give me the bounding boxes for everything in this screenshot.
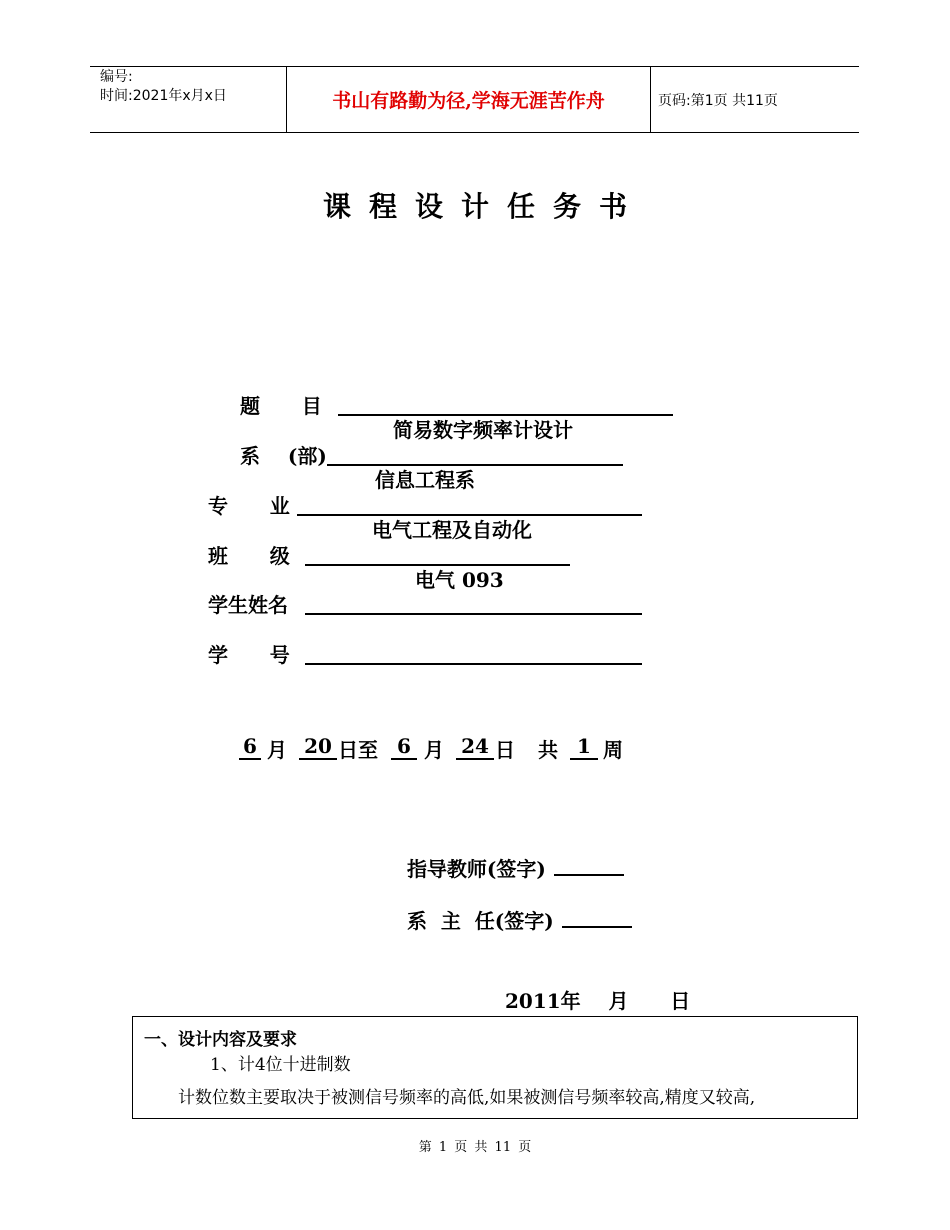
teacher-signature-blank (554, 854, 624, 876)
major-value (297, 490, 642, 542)
teacher-signature (393, 829, 624, 882)
student-name-value (305, 589, 642, 615)
day-to-label: 日至 (338, 738, 378, 762)
end-month: 6 (391, 734, 417, 760)
header-bottom-rule (90, 132, 859, 133)
major-label: 专 业 (208, 494, 290, 518)
topic-label: 题 目 (240, 394, 322, 418)
student-id-label: 学 号 (208, 643, 290, 667)
head-signature-label: 系 主 任(签字) (406, 909, 554, 933)
page-footer: 第 1 页 共 11 页 (418, 1140, 532, 1155)
dept-label: 系 (部) (240, 444, 327, 468)
student-id-value (305, 639, 642, 665)
end-day: 24 (456, 734, 494, 760)
class-value (305, 540, 570, 592)
month-label-1: 月 (267, 738, 287, 762)
weeks-count: 1 (570, 734, 598, 760)
topic-value-text: 简易数字频率计设计 (393, 418, 573, 442)
class-label: 班 级 (208, 544, 290, 568)
header-top-rule (90, 66, 859, 67)
doc-number-label: 编号: (100, 69, 133, 85)
header-page-info: 页码:第1页 共11页 (658, 93, 778, 109)
head-signature (393, 881, 632, 934)
start-day: 20 (299, 734, 337, 760)
page-title: 课程设计任务书 (322, 190, 645, 223)
header-meta (100, 68, 227, 106)
item-title: 1、计4位十进制数 (210, 1055, 351, 1075)
section-paragraph: 计数位数主要取决于被测信号频率的高低,如果被测信号频率较高,精度又较高, (178, 1088, 756, 1108)
date-line: 2011年 月 日 (505, 989, 691, 1013)
month-label-2: 月 (424, 738, 444, 762)
day-label: 日 (495, 738, 515, 762)
major-value-text: 电气工程及自动化 (372, 518, 532, 542)
dept-value-text: 信息工程系 (375, 468, 475, 492)
week-label: 周 (603, 738, 623, 762)
total-label: 共 (538, 738, 558, 762)
head-signature-blank (562, 906, 632, 928)
section-heading: 一、设计内容及要求 (144, 1030, 297, 1050)
teacher-signature-label: 指导教师(签字) (406, 857, 546, 881)
header-divider-right (650, 66, 651, 133)
student-name-label: 学生姓名 (208, 593, 288, 617)
doc-time-label: 时间:2021年x月x日 (100, 88, 227, 104)
start-month: 6 (239, 734, 261, 760)
topic-value (338, 390, 673, 442)
dept-value (327, 440, 623, 492)
class-value-text: 电气 093 (415, 568, 504, 592)
header-motto: 书山有路勤为径,学海无涯苦作舟 (332, 90, 605, 112)
